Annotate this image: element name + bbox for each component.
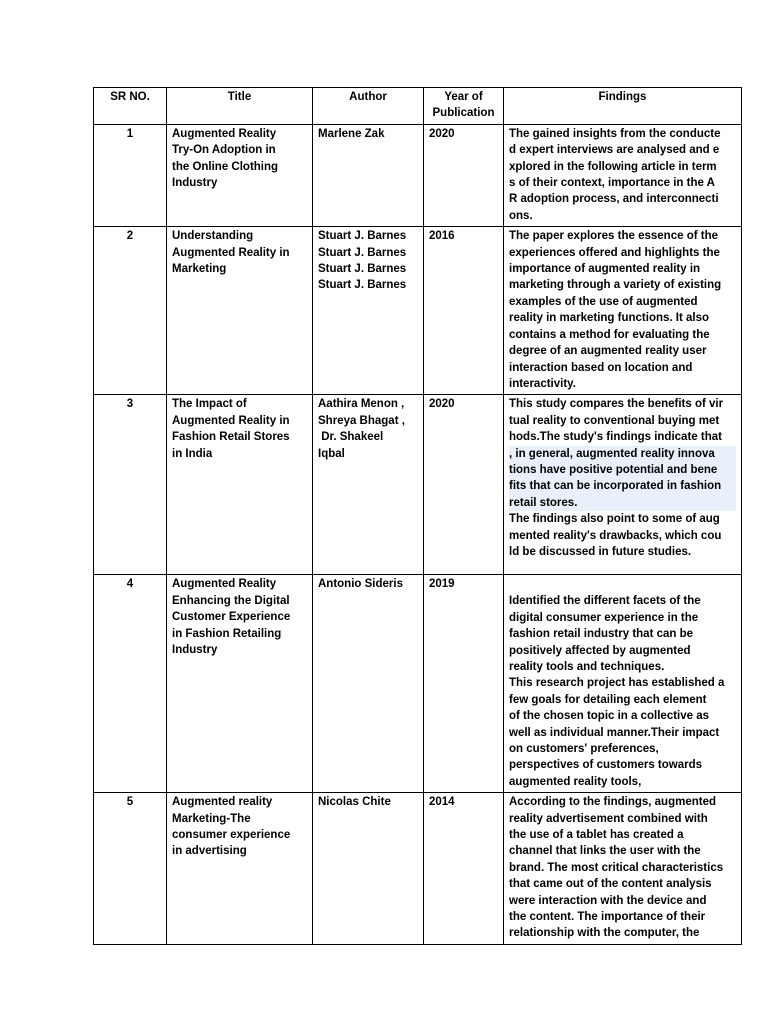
title-line: Augmented Reality (172, 578, 277, 591)
title-line: Try-On Adoption in (172, 144, 276, 157)
table-row (94, 124, 742, 226)
findings-line: degree of an augmented reality user (509, 345, 707, 358)
cell-title (167, 793, 313, 945)
author-line: Stuart J. Barnes (318, 279, 407, 292)
cell-findings (504, 793, 742, 945)
header-year (424, 88, 504, 125)
title-line: Fashion Retail Stores (172, 431, 290, 444)
findings-line: reality advertisement combined with (509, 812, 708, 825)
cell-year: 2016 (424, 227, 504, 395)
findings-line: of the chosen topic in a collective as (509, 710, 710, 723)
author-line: Stuart J. Barnes (318, 230, 407, 243)
cell-title (167, 227, 313, 395)
findings-line: marketing through a variety of existing (509, 279, 722, 292)
findings-line: mented reality's drawbacks, which cou (509, 529, 722, 542)
title-line: Marketing-The (172, 812, 251, 825)
findings-line: xplored in the following article in term (509, 160, 717, 173)
author-line: Marlene Zak (318, 127, 385, 140)
title-line: Augmented Reality in (172, 246, 290, 259)
findings-line: hods.The study's findings indicate that (509, 431, 722, 444)
author-line: Shreya Bhagat , (318, 414, 405, 427)
author-line: Aathira Menon , (318, 398, 405, 411)
header-year-line: Publication (432, 107, 495, 120)
findings-line: the content. The importance of their (509, 911, 706, 924)
cell-sr-no: 1 (94, 124, 167, 226)
cell-title (167, 124, 313, 226)
findings-line: The paper explores the essence of the (509, 230, 718, 243)
title-line: Understanding (172, 230, 254, 243)
cell-sr-no: 2 (94, 227, 167, 395)
table-row (94, 575, 742, 793)
findings-line: on customers' preferences, (509, 742, 659, 755)
title-line: Customer Experience (172, 611, 291, 624)
findings-line: , in general, augmented reality innova (509, 446, 736, 462)
findings-line: tions have positive potential and bene (509, 462, 736, 478)
cell-findings (504, 227, 742, 395)
findings-line: examples of the use of augmented (509, 295, 698, 308)
findings-line: ons. (509, 209, 533, 222)
cell-findings (504, 575, 742, 793)
findings-line: contains a method for evaluating the (509, 328, 710, 341)
cell-author (313, 395, 424, 575)
title-line: Augmented reality (172, 796, 273, 809)
header-sr-no: SR NO. (94, 88, 167, 125)
table-row (94, 793, 742, 945)
title-line: The Impact of (172, 398, 247, 411)
findings-line: This study compares the benefits of vir (509, 398, 724, 411)
header-year-line: Year of (444, 91, 483, 103)
title-line: the Online Clothing (172, 160, 279, 173)
findings-line: Identified the different facets of the (509, 595, 701, 608)
author-line: Antonio Sideris (318, 578, 403, 591)
title-line: Marketing (172, 263, 227, 276)
author-line: Stuart J. Barnes (318, 246, 407, 259)
findings-line: R adoption process, and interconnecti (509, 193, 719, 206)
author-line: Dr. Shakeel (318, 431, 384, 444)
findings-line: relationship with the computer, the (509, 927, 700, 940)
findings-line: were interaction with the device and (509, 894, 707, 907)
findings-line: s of their context, importance in the A (509, 177, 715, 190)
title-line: Enhancing the Digital (172, 594, 290, 607)
findings-line: that came out of the content analysis (509, 878, 712, 891)
cell-author (313, 227, 424, 395)
title-line: in India (172, 447, 213, 460)
cell-findings (504, 395, 742, 575)
title-line: consumer experience (172, 829, 291, 841)
title-line: in Fashion Retailing (172, 627, 282, 640)
cell-sr-no: 4 (94, 575, 167, 793)
cell-title (167, 575, 313, 793)
cell-author (313, 793, 424, 945)
findings-line: ld be discussed in future studies. (509, 545, 692, 558)
cell-year: 2019 (424, 575, 504, 793)
findings-line: positively affected by augmented (509, 644, 691, 657)
table-header-row (94, 88, 742, 125)
findings-line: experiences offered and highlights the (509, 246, 720, 259)
cell-sr-no: 5 (94, 793, 167, 945)
findings-line: augmented reality tools, (509, 775, 642, 788)
findings-line: reality in marketing functions. It also (509, 312, 710, 325)
title-line: Industry (172, 177, 218, 190)
header-title: Title (167, 88, 313, 125)
findings-line: fits that can be incorporated in fashion (509, 478, 736, 494)
findings-line: channel that links the user with the (509, 845, 701, 858)
findings-line: reality tools and techniques. (509, 660, 665, 673)
cell-title (167, 395, 313, 575)
title-line: Augmented Reality in (172, 414, 290, 427)
cell-findings (504, 124, 742, 226)
findings-line: This research project has established a (509, 677, 725, 690)
findings-line: few goals for detailing each element (509, 693, 707, 706)
table-row (94, 227, 742, 395)
title-line: Augmented Reality (172, 127, 277, 140)
author-line: Iqbal (318, 447, 345, 460)
findings-line: brand. The most critical characteristics (509, 861, 724, 874)
cell-year: 2014 (424, 793, 504, 945)
literature-review-table (93, 87, 742, 945)
findings-line: The gained insights from the conducte (509, 127, 721, 140)
title-line: in advertising (172, 845, 247, 858)
cell-author (313, 124, 424, 226)
findings-line: well as individual manner.Their impact (509, 726, 720, 739)
cell-year: 2020 (424, 124, 504, 226)
findings-line: d expert interviews are analysed and e (509, 144, 720, 157)
header-findings: Findings (504, 88, 742, 125)
author-line: Nicolas Chite (318, 796, 391, 809)
findings-line: interaction based on location and (509, 361, 693, 374)
table-row (94, 395, 742, 575)
findings-line: retail stores. (509, 495, 736, 511)
findings-line: digital consumer experience in the (509, 611, 699, 624)
author-line: Stuart J. Barnes (318, 263, 407, 276)
cell-sr-no: 3 (94, 395, 167, 575)
cell-year: 2020 (424, 395, 504, 575)
title-line: Industry (172, 643, 218, 656)
findings-line: the use of a tablet has created a (509, 829, 684, 841)
findings-line: importance of augmented reality in (509, 263, 701, 276)
findings-line: According to the findings, augmented (509, 796, 716, 809)
cell-author (313, 575, 424, 793)
findings-line: perspectives of customers towards (509, 759, 703, 772)
findings-line: tual reality to conventional buying met (509, 414, 720, 427)
header-author: Author (313, 88, 424, 125)
findings-line: interactivity. (509, 377, 576, 390)
findings-line: fashion retail industry that can be (509, 628, 694, 641)
findings-line: The findings also point to some of aug (509, 513, 720, 526)
